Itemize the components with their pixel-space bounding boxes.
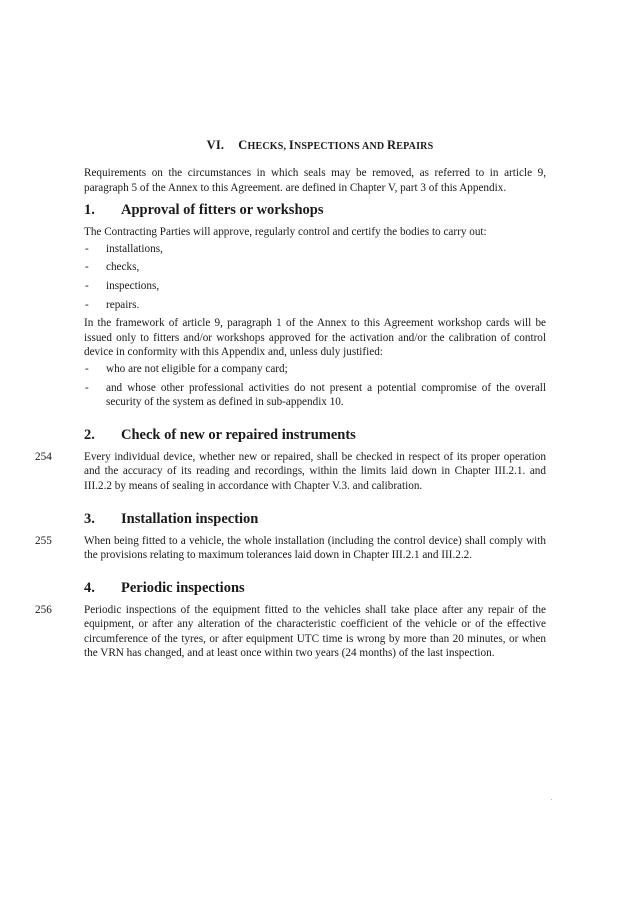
paragraph-number: 256 — [35, 603, 52, 616]
numbered-paragraph-256 — [35, 603, 546, 661]
list-item: - and whose other professional activities do not present a potential compromise of the overall security of the system as defined in sub-appendix 10. — [84, 381, 546, 410]
title-cap-1: C — [238, 138, 248, 152]
title-cap-2: I — [288, 138, 294, 152]
section-1-list-2 — [84, 362, 546, 410]
numbered-paragraph-254 — [35, 450, 546, 494]
chapter-title — [0, 138, 640, 155]
paragraph-text: Every individual device, whether new or repaired, shall be checked in respect of its proper operation and the accuracy of its reading and recordings, within the limits laid down in Chapter III.2.1. and III.2.2 by means of sealing in accordance with Chapter V.3. and calibration. — [84, 450, 546, 492]
section-number: 3. — [84, 510, 95, 527]
list-item: - checks, — [84, 260, 546, 275]
section-heading-1 — [84, 201, 546, 219]
section-heading-4 — [84, 579, 546, 597]
document-body — [35, 166, 546, 661]
paragraph-text: Periodic inspections of the equipment fitted to the vehicles shall take place after any repair of the equipment, or after any alteration of the characteristic coefficient of the vehicle or of the effective circumference of the tyres, or after equipment UTC time is wrong by more than 20 minutes, or when the VRN has changed, and at least once within two years (24 months) of the last inspection. — [84, 603, 546, 660]
paragraph-text: When being fitted to a vehicle, the whole installation (including the control device) shall comply with the provisions relating to maximum tolerances laid down in Chapter III.2.1 and III.2.2. — [84, 534, 546, 562]
title-rest-2: NSPECTIONS AND — [293, 141, 387, 152]
paragraph-number: 255 — [35, 534, 52, 547]
section-title: Periodic inspections — [121, 579, 245, 596]
section-1-list-1 — [84, 242, 546, 312]
title-rest-1: HECKS — [247, 141, 284, 152]
chapter-number: VI. — [206, 138, 225, 152]
title-rest-3: EPAIRS — [396, 141, 434, 152]
title-cap-3: R — [387, 138, 397, 152]
list-item: - installations, — [84, 242, 546, 257]
section-title: Installation inspection — [121, 510, 259, 527]
section-number: 1. — [84, 202, 95, 219]
title-sep-1: , — [283, 141, 289, 152]
list-item: - who are not eligible for a company card; — [84, 362, 546, 377]
scan-speck — [551, 799, 552, 800]
section-number: 4. — [84, 579, 95, 596]
section-title: Approval of fitters or workshops — [121, 202, 324, 219]
section-number: 2. — [84, 426, 95, 443]
list-item: - repairs. — [84, 298, 546, 313]
intro-paragraph: Requirements on the circumstances in which seals may be removed, as referred to in article 9, paragraph 5 of the Annex to this Agreement. are defined in Chapter V, part 3 of this Appendix. — [84, 167, 546, 194]
section-1-paragraph-1: The Contracting Parties will approve, regularly control and certify the bodies to carry out: — [84, 226, 487, 239]
numbered-paragraph-255 — [35, 534, 546, 563]
paragraph-number: 254 — [35, 450, 52, 463]
list-item: - inspections, — [84, 279, 546, 294]
section-heading-3 — [84, 510, 546, 528]
section-heading-2 — [84, 426, 546, 444]
section-1-paragraph-2: In the framework of article 9, paragraph 1 of the Annex to this Agreement workshop cards will be issued only to fitters and/or workshops approved for the activation and/or the calibration of control device in conformity with this Appendix and, unless duly justified: — [84, 317, 546, 359]
section-title: Check of new or repaired instruments — [121, 426, 356, 443]
